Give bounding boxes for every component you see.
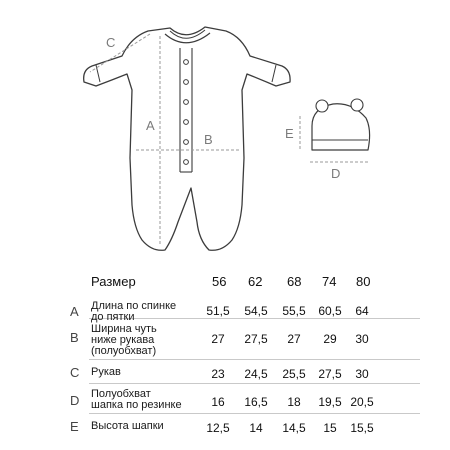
row-label: Длина по спинке до пятки [91, 300, 177, 323]
row-value: 60,5 [318, 304, 342, 318]
snap-button [184, 120, 189, 125]
size-header: 62 [248, 274, 263, 289]
dim-letter-d: D [331, 166, 341, 181]
row-value: 27 [287, 332, 301, 346]
snap-button [184, 140, 189, 145]
row-value: 51,5 [206, 304, 230, 318]
hat-ear-left [316, 100, 328, 112]
row-label: Высота шапки [91, 420, 164, 432]
snap-button [184, 80, 189, 85]
snap-button [184, 60, 189, 65]
snap-button [184, 100, 189, 105]
row-value: 12,5 [206, 421, 230, 435]
size-header: 74 [322, 274, 337, 289]
dim-letter-b: B [204, 132, 213, 147]
row-value: 20,5 [350, 395, 374, 409]
row-value: 64 [355, 304, 369, 318]
row-value: 23 [211, 367, 225, 381]
hat-ear-right [351, 99, 363, 111]
row-value: 16 [211, 395, 225, 409]
row-value: 16,5 [244, 395, 268, 409]
row-value: 18 [287, 395, 301, 409]
row-value: 27,5 [318, 367, 342, 381]
row-letter: E [70, 419, 79, 434]
row-value: 25,5 [282, 367, 306, 381]
row-label: Ширина чуть ниже рукава (полуобхват) [91, 323, 157, 357]
row-divider [89, 413, 420, 414]
row-value: 14 [249, 421, 263, 435]
row-value: 19,5 [318, 395, 342, 409]
row-letter: B [70, 330, 79, 345]
row-letter: D [70, 393, 80, 408]
row-divider [89, 383, 420, 384]
row-value: 54,5 [244, 304, 268, 318]
row-value: 55,5 [282, 304, 306, 318]
dim-letter-e: E [285, 126, 294, 141]
size-header: 80 [356, 274, 371, 289]
size-table [0, 262, 450, 450]
row-divider [89, 359, 420, 360]
row-letter: C [70, 365, 80, 380]
size-header-label: Размер [91, 274, 136, 289]
right-cuff-line [272, 65, 276, 82]
row-letter: A [70, 304, 79, 319]
row-value: 24,5 [244, 367, 268, 381]
snap-button [184, 160, 189, 165]
size-header: 68 [287, 274, 302, 289]
row-value: 29 [323, 332, 337, 346]
left-cuff-line [96, 65, 100, 82]
row-value: 27,5 [244, 332, 268, 346]
row-label: Рукав [91, 366, 121, 378]
row-value: 15,5 [350, 421, 374, 435]
measure-line-c [90, 34, 150, 72]
row-value: 30 [355, 332, 369, 346]
dim-letter-a: A [146, 118, 155, 133]
row-label: Полуобхват шапка по резинке [91, 388, 182, 411]
size-header: 56 [212, 274, 227, 289]
row-value: 15 [323, 421, 337, 435]
row-value: 14,5 [282, 421, 306, 435]
row-value: 27 [211, 332, 225, 346]
row-value: 30 [355, 367, 369, 381]
dim-letter-c: C [106, 35, 116, 50]
